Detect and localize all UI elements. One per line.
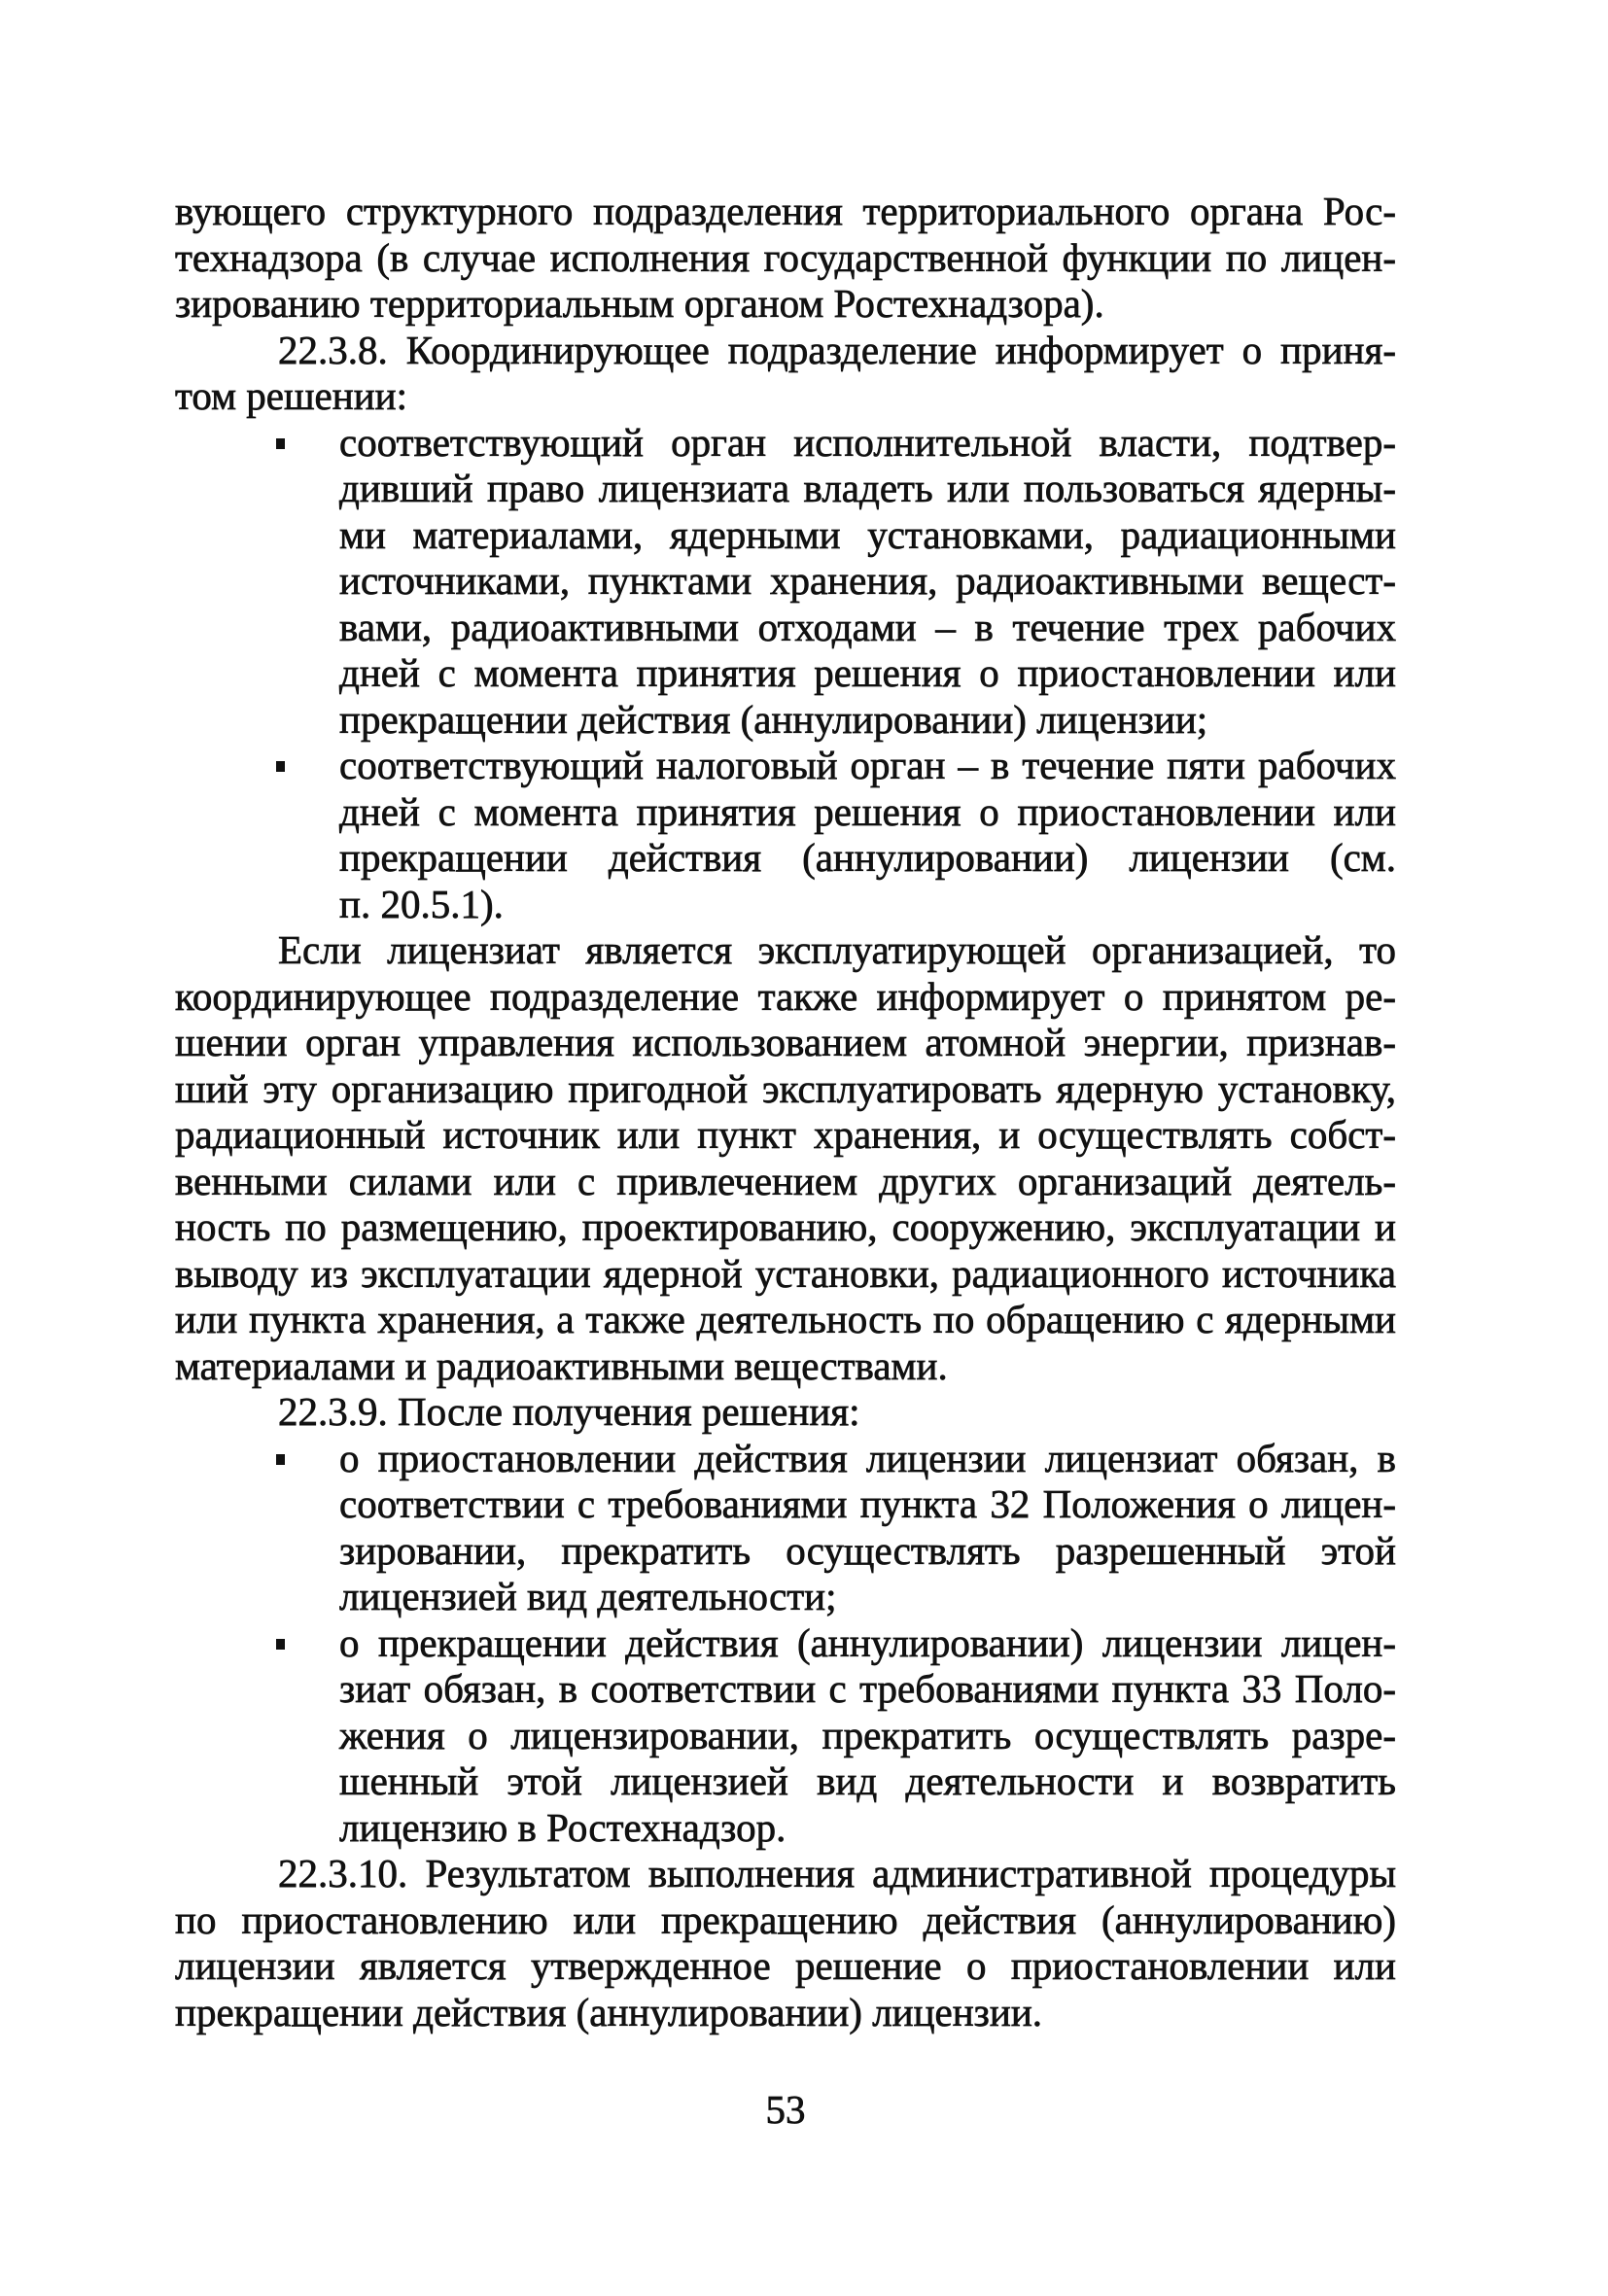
text-line: выводу из эксплуатации ядерной установки, радиационного источника	[175, 1250, 1396, 1296]
text-line: дней с момента принятия решения о приостановлении или	[339, 650, 1396, 695]
text-line: шенный этой лицензией вид деятельности и возвратить	[339, 1758, 1396, 1803]
text-line: о прекращении действия (аннулировании) лицензии лицен-	[339, 1619, 1396, 1665]
text-line: о приостановлении действия лицензии лицензиат обязан, в	[339, 1435, 1396, 1480]
bullet-square-icon	[276, 1454, 285, 1465]
bullet-square-icon	[276, 438, 285, 449]
text-line: ность по размещению, проектированию, сооружению, эксплуатации и	[175, 1204, 1396, 1249]
bullet-item	[175, 1436, 1396, 1620]
text-line: п. 20.5.1).	[339, 881, 504, 926]
text-line: 22.3.10. Результатом выполнения административной процедуры	[278, 1851, 1396, 1896]
bullet-square-icon	[276, 761, 285, 772]
text-line: ми материалами, ядерными установками, радиационными	[339, 511, 1396, 557]
page-number: 53	[765, 2087, 806, 2132]
text-line: жения о лицензировании, прекратить осуществлять разре-	[339, 1712, 1396, 1757]
text-line: ший эту организацию пригодной эксплуатировать ядерную установку,	[175, 1065, 1396, 1111]
text-line: или пункта хранения, а также деятельность по обращению с ядерными	[175, 1297, 1396, 1341]
text-line: 22.3.8. Координирующее подразделение информирует о приня-	[278, 327, 1396, 372]
text-line: соответствующий орган исполнительной власти, подтвер-	[339, 419, 1396, 465]
text-line: том решении:	[175, 373, 407, 418]
text-line: источниками, пунктами хранения, радиоактивными вещест-	[339, 558, 1396, 603]
text-line: дивший право лицензиата владеть или пользоваться ядерны-	[339, 466, 1396, 510]
paragraph	[175, 1389, 1396, 1436]
document-body	[175, 189, 1396, 2035]
text-line: вующего структурного подразделения территориального органа Рос-	[175, 189, 1396, 233]
bullet-item	[175, 420, 1396, 744]
text-line: 22.3.9. После получения решения:	[278, 1389, 860, 1434]
text-line: прекращении действия (аннулировании) лицензии;	[339, 696, 1208, 742]
bullet-item	[175, 743, 1396, 927]
text-line: зированию территориальным органом Ростехнадзора).	[175, 281, 1104, 326]
text-line: лицензию в Ростехнадзор.	[339, 1804, 787, 1850]
paragraph	[175, 927, 1396, 1389]
text-line: зиат обязан, в соответствии с требованиями пункта 33 Поло-	[339, 1666, 1396, 1711]
text-line: Если лицензиат является эксплуатирующей организацией, то	[278, 927, 1396, 972]
text-line: шении орган управления использованием атомной энергии, признав-	[175, 1020, 1396, 1064]
text-line: материалами и радиоактивными веществами.	[175, 1342, 948, 1388]
text-line: лицензией вид деятельности;	[339, 1574, 837, 1618]
bullet-square-icon	[276, 1639, 285, 1650]
text-line: технадзора (в случае исполнения государственной функции по лицен-	[175, 234, 1396, 280]
text-line: соответствии с требованиями пункта 32 Положения о лицен-	[339, 1481, 1396, 1526]
paragraph	[175, 328, 1396, 420]
text-line: прекращении действия (аннулировании) лицензии.	[175, 1989, 1043, 2035]
text-line: вами, радиоактивными отходами – в течение трех рабочих	[339, 604, 1396, 649]
text-line: прекращении действия (аннулировании) лицензии (см.	[339, 835, 1396, 880]
text-line: координирующее подразделение также информирует о принятом ре-	[175, 973, 1396, 1019]
bullet-item	[175, 1620, 1396, 1852]
text-line: зировании, прекратить осуществлять разрешенный этой	[339, 1527, 1396, 1573]
text-line: венными силами или с привлечением других организаций деятель-	[175, 1158, 1396, 1203]
paragraph	[175, 189, 1396, 328]
text-line: лицензии является утвержденное решение о приостановлении или	[175, 1943, 1396, 1988]
text-line: соответствующий налоговый орган – в течение пяти рабочих	[339, 743, 1396, 787]
text-line: радиационный источник или пункт хранения, и осуществлять собст-	[175, 1112, 1396, 1157]
paragraph	[175, 1851, 1396, 2035]
text-line: по приостановлению или прекращению действия (аннулированию)	[175, 1896, 1396, 1942]
text-line: дней с момента принятия решения о приостановлении или	[339, 788, 1396, 834]
